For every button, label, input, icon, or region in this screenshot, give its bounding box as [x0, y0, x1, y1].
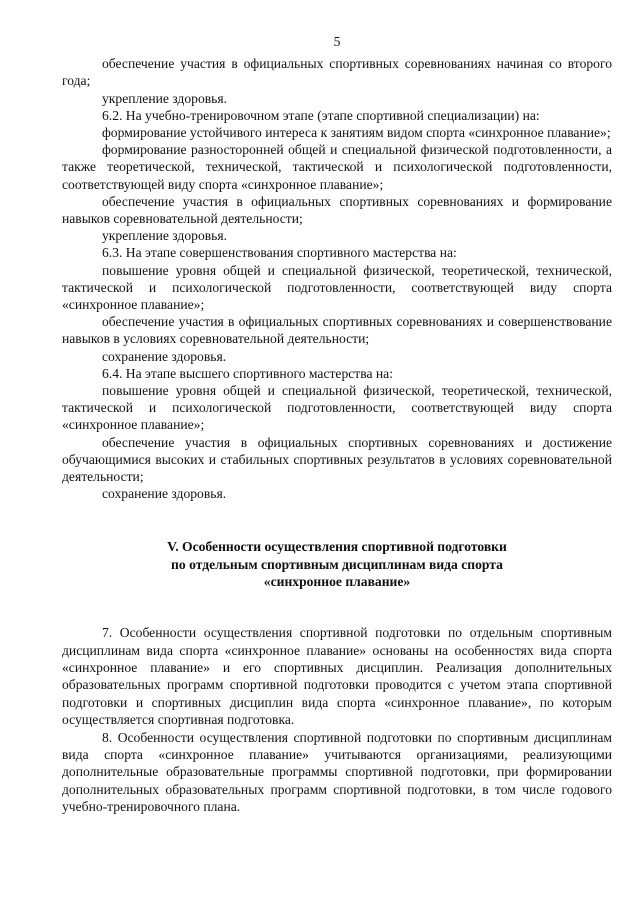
section-heading — [62, 538, 612, 590]
paragraph: обеспечение участия в официальных спортивных соревнованиях начиная со второго года; — [62, 56, 612, 89]
paragraph: 6.4. На этапе высшего спортивного мастерства на: — [102, 365, 393, 381]
paragraph: укрепление здоровья. — [102, 228, 228, 244]
paragraph: обеспечение участия в официальных спортивных соревнованиях и формирование навыков соревновательной деятельности; — [62, 193, 612, 227]
paragraph: 6.3. На этапе совершенствования спортивного мастерства на: — [102, 245, 457, 261]
document-page — [62, 33, 612, 816]
paragraph: повышение уровня общей и специальной физической, теоретической, технической, тактической и психологической подготовленности, соответствующей виду спорта «синхронное плавание»; — [62, 262, 612, 313]
paragraph: 7. Особенности осуществления спортивной подготовки по отдельным спортивным дисциплинам вида спорта «синхронное плавание» основаны на особенностях вида спорта «синхронное плавание» и его спортивных дисциплин. Реализация дополнительных образовательных программ спортивной подготовки проводится с учетом этапа спортивной подготовки и спортивных дисциплин вида спорта «синхронное плавание», по которым осуществляется спортивная подготовка. — [62, 625, 612, 728]
paragraph: повышение уровня общей и специальной физической, теоретической, технической, тактической и психологической подготовленности, соответствующей виду спорта «синхронное плавание»; — [62, 383, 612, 433]
paragraph: 8. Особенности осуществления спортивной подготовки по спортивным дисциплинам вида спорта «синхронное плавание» учитываются организациями, реализующими дополнительные образовательные программы спортивной подготовки, при формировании дополнительных образовательных программ спортивной подготовки, в том числе годового учебно-тренировочного плана. — [62, 729, 612, 815]
section-heading-line: V. Особенности осуществления спортивной подготовки — [167, 539, 507, 555]
paragraph: обеспечение участия в официальных спортивных соревнованиях и совершенствование навыков в условиях соревновательной деятельности; — [62, 314, 612, 347]
paragraph: обеспечение участия в официальных спортивных соревнованиях и достижение обучающимися высоких и стабильных спортивных результатов в условиях соревновательной деятельности; — [62, 434, 612, 485]
page-number: 5 — [333, 34, 341, 49]
paragraph: укрепление здоровья. — [102, 90, 228, 106]
section-heading-line: «синхронное плавание» — [263, 573, 411, 589]
paragraph: формирование разносторонней общей и специальной физической подготовленности, а также теоретической, технической, тактической и психологической подготовленности, соответствующей виду спорта «синхронное плавание»; — [62, 142, 612, 192]
paragraph: сохранение здоровья. — [102, 486, 227, 502]
section-heading-line: по отдельным спортивным дисциплинам вида спорта — [171, 556, 503, 572]
paragraph: формирование устойчивого интереса к занятиям видом спорта «синхронное плавание»; — [102, 125, 611, 141]
paragraph: 6.2. На учебно-тренировочном этапе (этапе спортивной специализации) на: — [102, 107, 540, 123]
paragraph: сохранение здоровья. — [102, 348, 227, 364]
